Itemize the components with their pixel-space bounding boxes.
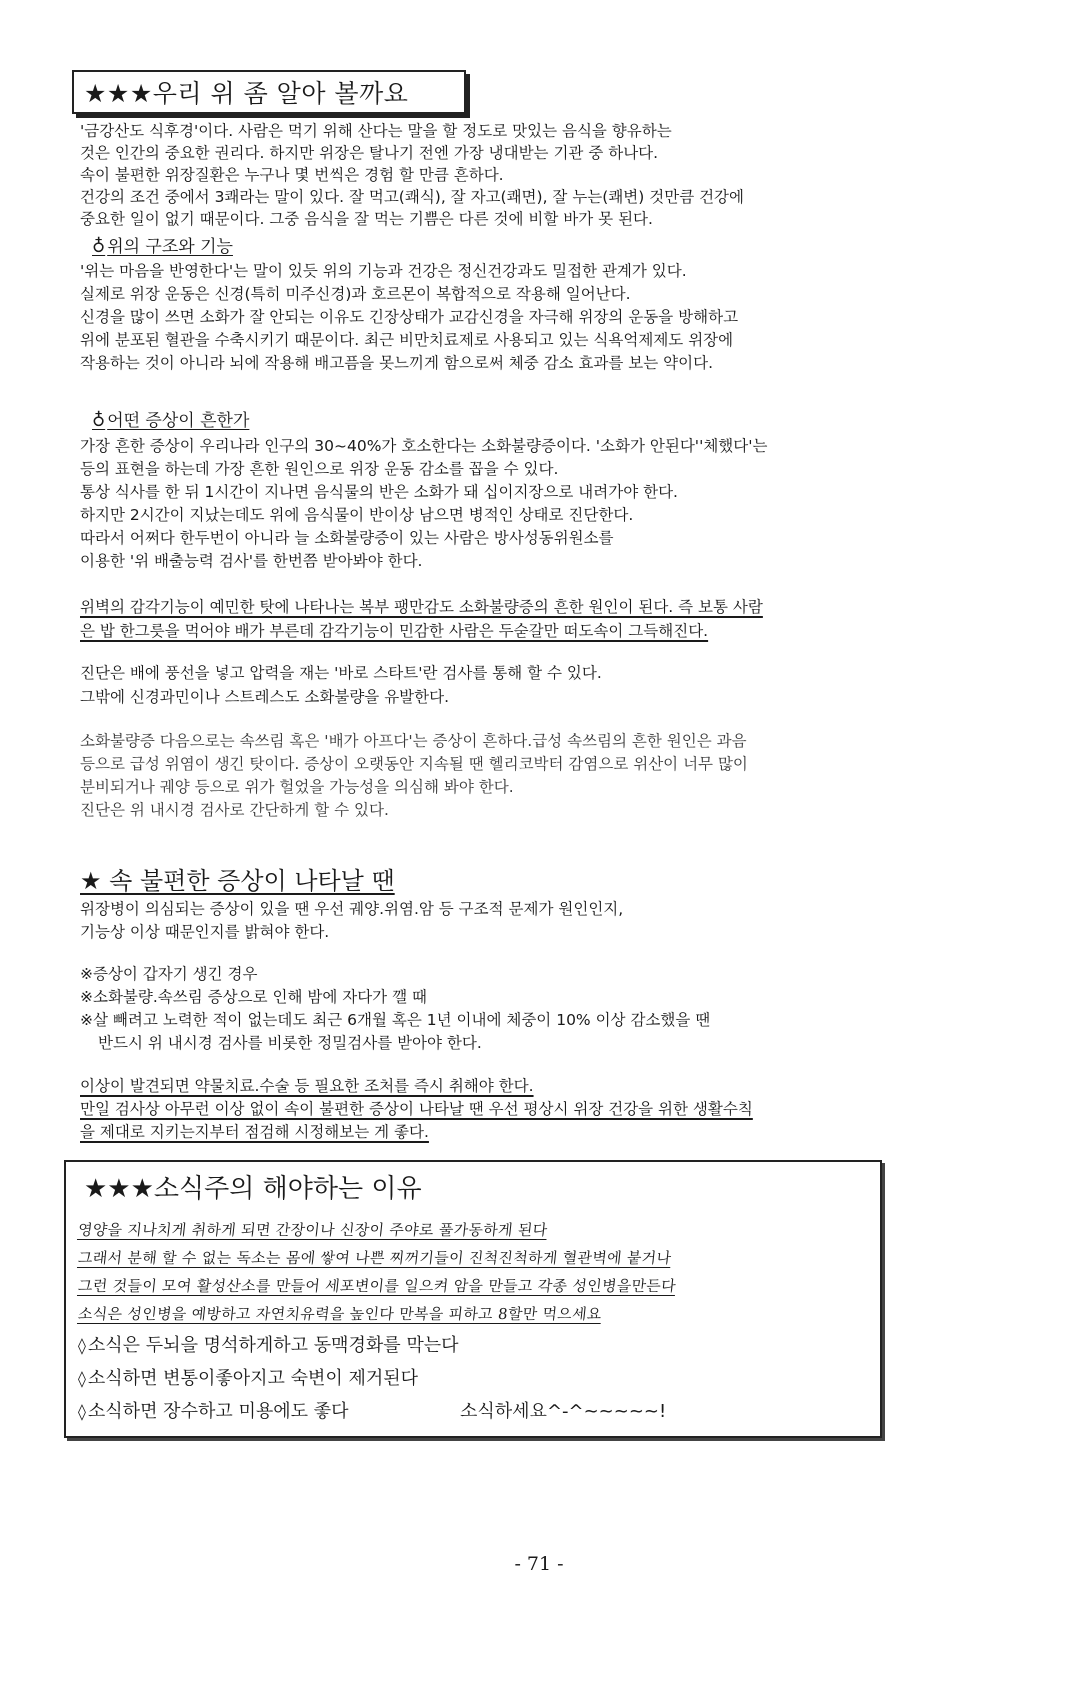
symptoms-heading xyxy=(92,410,249,432)
discomfort-line: 기능상 이상 때문인지를 밝혀야 한다. xyxy=(80,923,330,941)
discomfort-heading: ★ 속 불편한 증상이 나타날 땐 xyxy=(80,867,395,895)
diamond-icon: ◊ xyxy=(78,1402,86,1421)
benefit-item xyxy=(78,1334,459,1358)
benefit-item xyxy=(78,1400,349,1424)
heartburn-line: 소화불량증 다음으로는 속쓰림 혹은 '배가 아프다'는 증상이 흔하다.급성 속쓰림의 흔한 원인은 과음 xyxy=(80,732,747,750)
handwritten-line: 영양을 지나치게 취하게 되면 간장이나 신장이 주야로 풀가동하게 된다 xyxy=(77,1221,549,1239)
ring-icon: ♁ xyxy=(92,236,106,257)
benefit-text: 소식하면 변통이좋아지고 숙변이 제거된다 xyxy=(87,1368,419,1389)
symptoms-line: 가장 흔한 증상이 우리나라 인구의 30~40%가 호소한다는 소화불량증이다. '소화가 안된다''체했다'는 xyxy=(80,437,768,455)
small-meals-heading: ★★★소식주의 해야하는 이유 xyxy=(84,1174,422,1204)
discomfort-line: 위장병이 의심되는 증상이 있을 땐 우선 궤양.위염.암 등 구조적 문제가 원인인지, xyxy=(80,900,624,918)
ring-icon: ♁ xyxy=(92,410,106,431)
bullet-item: ※증상이 갑자기 생긴 경우 xyxy=(80,965,258,983)
symptoms-line: 하지만 2시간이 지났는데도 위에 음식물이 반이상 남으면 병적인 상태로 진단한다. xyxy=(80,506,634,524)
structure-line: 작용하는 것이 아니라 뇌에 작용해 배고픔을 못느끼게 함으로써 체중 감소 효과를 보는 약이다. xyxy=(80,354,714,372)
symptoms-line: 따라서 어쩌다 한두번이 아니라 늘 소화불량증이 있는 사람은 방사성동위원소를 xyxy=(80,529,614,547)
structure-line: 실제로 위장 운동은 신경(특히 미주신경)과 호르몬이 복합적으로 작용해 일어난다. xyxy=(80,285,631,303)
intro-line: 건강의 조건 중에서 3쾌라는 말이 있다. 잘 먹고(쾌식), 잘 자고(쾌면), 잘 누는(쾌변) 것만큼 건강에 xyxy=(80,188,745,206)
heartburn-line: 진단은 위 내시경 검사로 간단하게 할 수 있다. xyxy=(80,801,389,819)
symptoms-line: 이용한 '위 배출능력 검사'를 한번쯤 받아봐야 한다. xyxy=(80,552,423,570)
diagnosis-line: 그밖에 신경과민이나 스트레스도 소화불량을 유발한다. xyxy=(80,688,450,706)
underlined-line: 만일 검사상 아무런 이상 없이 속이 불편한 증상이 나타날 땐 우선 평상시 위장 건강을 위한 생활수칙 xyxy=(80,1100,753,1118)
underlined-line: 위벽의 감각기능이 예민한 탓에 나타나는 복부 팽만감도 소화불량증의 흔한 원인이 된다. 즉 보통 사람 xyxy=(80,598,763,616)
handwritten-line: 그래서 분해 할 수 없는 독소는 몸에 쌓여 나쁜 찌꺼기들이 진척진척하게 혈관벽에 붙거나 xyxy=(77,1249,673,1267)
page-number: - 71 - xyxy=(514,1553,564,1575)
intro-line: '금강산도 식후경'이다. 사람은 먹기 위해 산다는 말을 할 정도로 맛있는 음식을 향유하는 xyxy=(80,122,672,140)
bullet-item: ※소화불량.속쓰림 증상으로 인해 밤에 자다가 깰 때 xyxy=(80,988,427,1006)
intro-line: 것은 인간의 중요한 권리다. 하지만 위장은 탈나기 전엔 가장 냉대받는 기관 중 하나다. xyxy=(80,144,659,162)
structure-heading xyxy=(92,236,233,258)
heartburn-line: 분비되거나 궤양 등으로 위가 헐었을 가능성을 의심해 봐야 한다. xyxy=(80,778,514,796)
structure-heading-text: 위의 구조와 기능 xyxy=(107,237,233,257)
symptoms-line: 통상 식사를 한 뒤 1시간이 지나면 음식물의 반은 소화가 돼 십이지장으로 내려가야 한다. xyxy=(80,483,678,501)
structure-line: 신경을 많이 쓰면 소화가 잘 안되는 이유도 긴장상태가 교감신경을 자극해 위장의 운동을 방해하고 xyxy=(80,308,739,326)
handwritten-line: 소식은 성인병을 예방하고 자연치유력을 높인다 만복을 피하고 8할만 먹으세요 xyxy=(77,1305,603,1323)
underlined-line: 이상이 발견되면 약물치료.수술 등 필요한 조처를 즉시 취해야 한다. xyxy=(80,1077,534,1095)
closing-text: 소식하세요^-^~~~~~! xyxy=(460,1401,667,1422)
bullet-item: ※살 빼려고 노력한 적이 없는데도 최근 6개월 혹은 1년 이내에 체중이 10% 이상 감소했을 땐 xyxy=(80,1011,711,1029)
structure-line: 위에 분포된 혈관을 수축시키기 때문이다. 최근 비만치료제로 사용되고 있는 식욕억제제도 위장에 xyxy=(80,331,734,349)
diamond-icon: ◊ xyxy=(78,1336,86,1355)
small-meals-box xyxy=(64,1160,882,1438)
benefit-text: 소식은 두뇌을 명석하게하고 동맥경화를 막는다 xyxy=(87,1335,459,1356)
page-title: ★★★우리 위 좀 알아 볼까요 xyxy=(72,70,466,114)
structure-line: '위는 마음을 반영한다'는 말이 있듯 위의 기능과 건강은 정신건강과도 밀접한 관계가 있다. xyxy=(80,262,687,280)
symptoms-heading-text: 어떤 증상이 흔한가 xyxy=(107,411,250,431)
heartburn-line: 등으로 급성 위염이 생긴 탓이다. 증상이 오랫동안 지속될 땐 헬리코박터 감염으로 위산이 너무 많이 xyxy=(80,755,748,773)
diamond-icon: ◊ xyxy=(78,1369,86,1388)
underlined-line: 을 제대로 지키는지부터 점검해 시정해보는 게 좋다. xyxy=(80,1123,429,1141)
bullet-continuation: 반드시 위 내시경 검사를 비롯한 정밀검사를 받아야 한다. xyxy=(98,1034,482,1052)
handwritten-line: 그런 것들이 모여 활성산소를 만들어 세포변이를 일으켜 암을 만들고 각종 성인병을만든다 xyxy=(77,1277,677,1295)
benefit-item xyxy=(78,1367,418,1391)
diagnosis-line: 진단은 배에 풍선을 넣고 압력을 재는 '바로 스타트'란 검사를 통해 할 수 있다. xyxy=(80,664,602,682)
intro-line: 중요한 일이 없기 때문이다. 그중 음식을 잘 먹는 기쁨은 다른 것에 비할 바가 못 된다. xyxy=(80,210,653,228)
benefit-text: 소식하면 장수하고 미용에도 좋다 xyxy=(87,1401,349,1422)
underlined-line: 은 밥 한그릇을 먹어야 배가 부른데 감각기능이 민감한 사람은 두숟갈만 떠도속이 그득해진다. xyxy=(80,622,709,640)
symptoms-line: 등의 표현을 하는데 가장 흔한 원인으로 위장 운동 감소를 꼽을 수 있다. xyxy=(80,460,559,478)
intro-line: 속이 불편한 위장질환은 누구나 몇 번씩은 경험 할 만큼 흔하다. xyxy=(80,166,504,184)
